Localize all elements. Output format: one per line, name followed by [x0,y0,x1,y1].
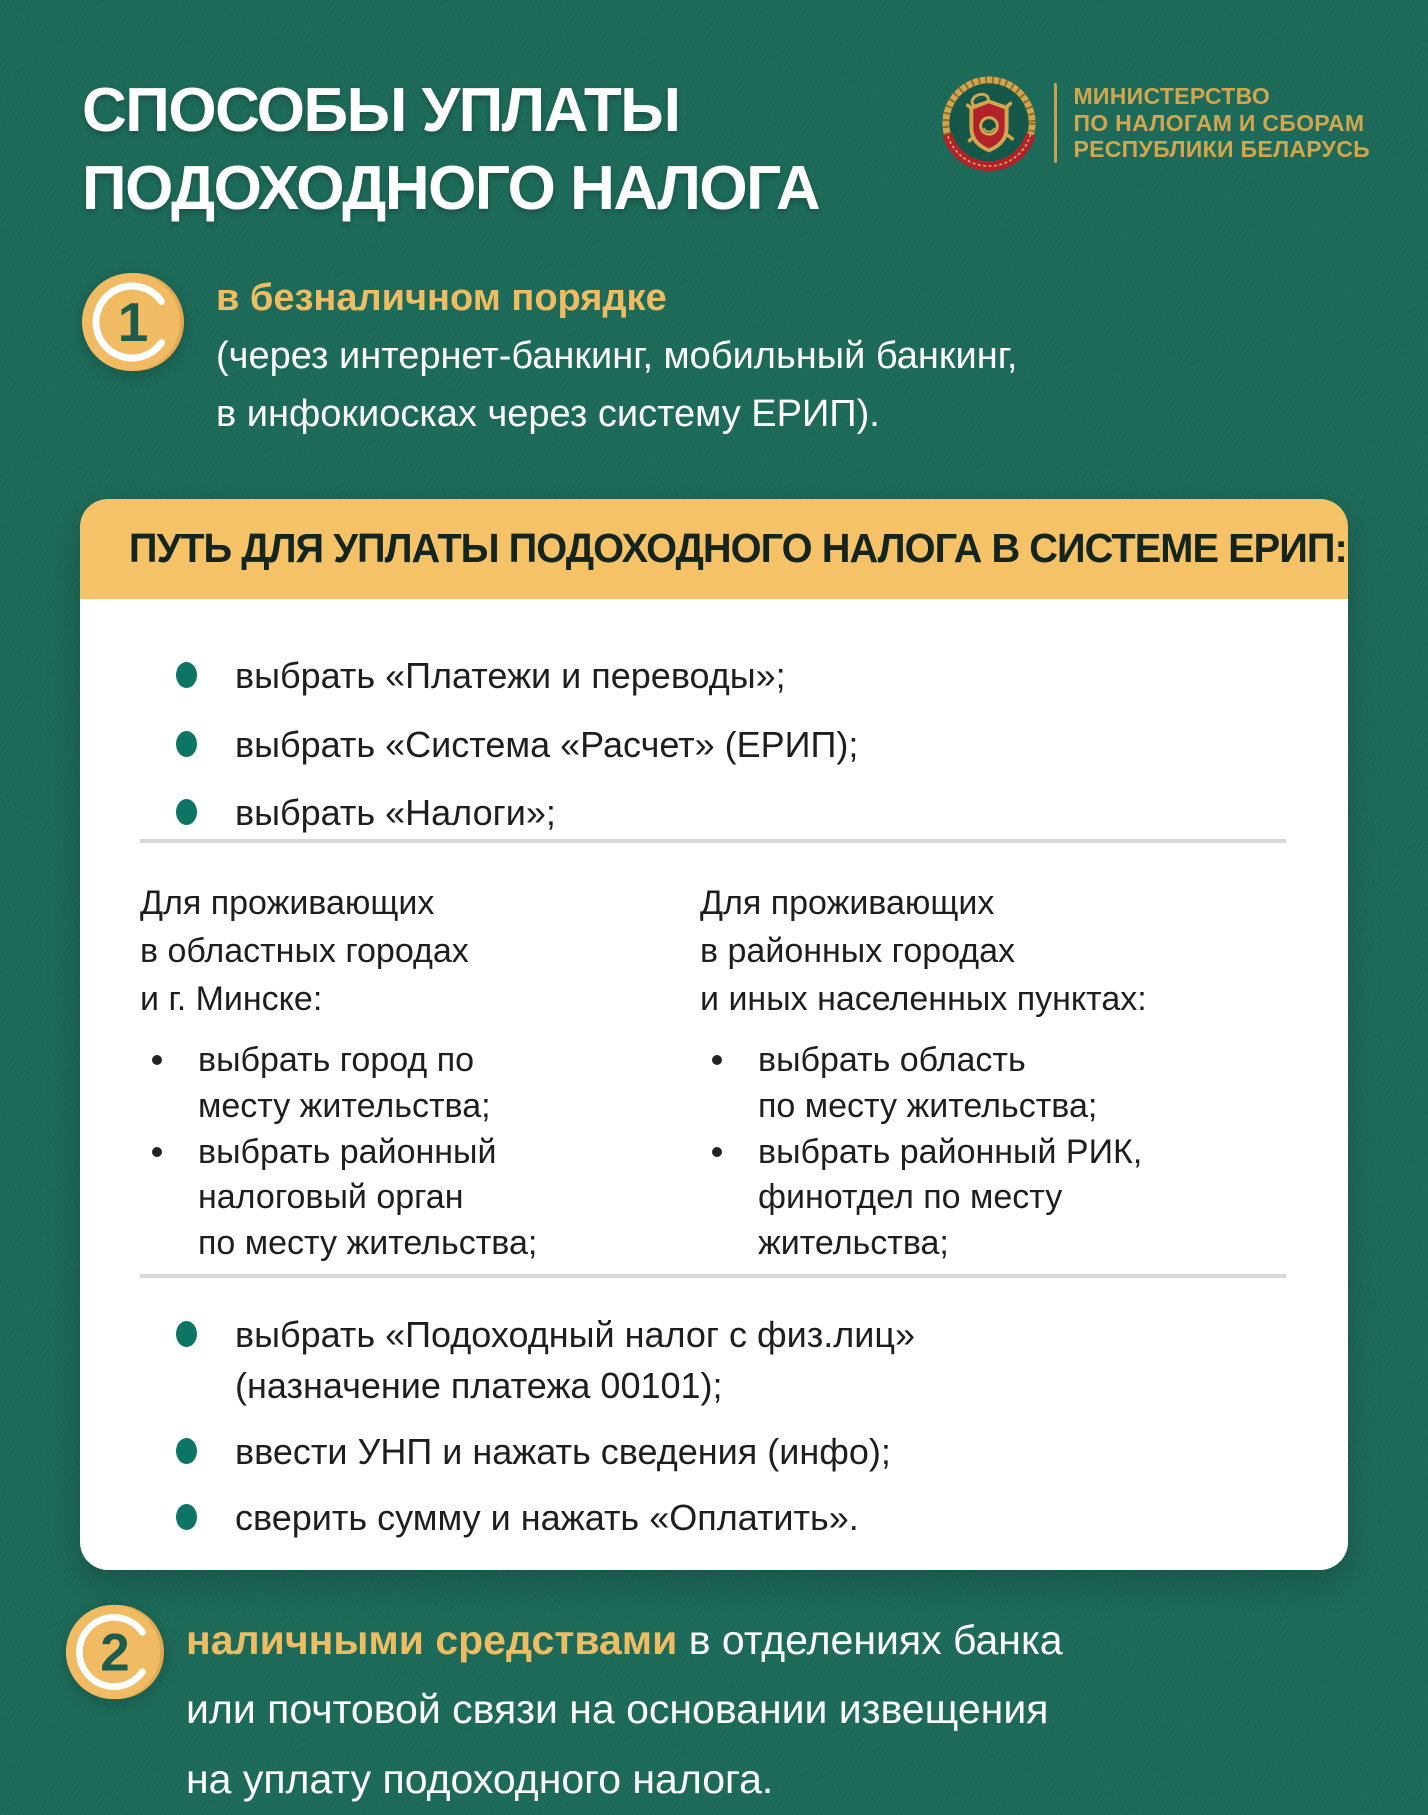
method-1-cashless [0,270,1428,443]
sub-item-text [758,1130,1142,1267]
step-item [176,788,1308,838]
step-line: выбрать «Подоходный налог с физ.лиц» [235,1314,916,1356]
erip-steps-top [140,651,1308,838]
page-title-line-1: СПОСОБЫ УПЛАТЫ [82,76,680,145]
sub-item-text [758,1038,1097,1129]
method-1-line-1: (через интернет-банкинг, мобильный банкинг, [216,334,1018,377]
sub-item [700,1038,1308,1129]
bullet-dot-icon [176,1504,197,1530]
method-2-line-2: или почтовой связи на основании извещения [186,1686,1049,1733]
ministry-name [1073,83,1370,164]
bullet-dot-icon [176,662,197,688]
column-heading-line: и г. Минске: [140,980,323,1019]
method-2-rest: в отделениях банка [688,1616,1063,1663]
erip-card-body [80,599,1348,1569]
ministry-name-line-1: МИНИСТЕРСТВО [1073,82,1271,109]
column-items [700,1038,1308,1266]
erip-card-header [80,499,1348,599]
page-title [82,72,819,228]
sub-item-line: выбрать область [758,1041,1026,1080]
step-item [176,1493,1308,1543]
method-2-line-3: на уплату подоходного налога. [186,1756,774,1803]
column-heading-line: Для проживающих [140,883,435,922]
sub-item-line: налоговый орган [198,1178,464,1217]
method-1-text [216,270,1018,443]
bullet-dot-icon [176,799,197,825]
step-line: (назначение платежа 00101); [235,1364,723,1406]
method-2-number: 2 [100,1623,130,1683]
step-item [176,720,1308,770]
sub-bullet-dot-icon [152,1147,162,1157]
bullet-dot-icon [176,1321,197,1347]
divider [140,1274,1286,1278]
sub-item-line: жительства; [758,1223,949,1262]
step-item [176,1310,1308,1411]
brand-divider [1054,83,1057,163]
sub-bullet-dot-icon [712,1147,722,1157]
method-2-text [186,1606,1063,1815]
step-text [235,1310,915,1411]
sub-item-line: по месту жительства; [198,1223,538,1262]
method-2-cash [0,1602,1428,1815]
method-2-number-badge-icon [64,1602,164,1707]
column-heading-line: Для проживающих [700,883,995,922]
step-line: ввести УНП и нажать сведения (инфо); [235,1430,891,1472]
bullet-dot-icon [176,1438,197,1464]
column-oblast-cities [140,879,648,1267]
step-text: выбрать «Система «Расчет» (ЕРИП); [235,723,859,765]
sub-item-line: по месту жительства; [758,1086,1098,1125]
step-text [235,1493,859,1543]
ministry-brand [940,74,1370,172]
residence-columns [140,879,1308,1267]
column-heading-line: и иных населенных пунктах: [700,980,1147,1019]
sub-item [140,1038,648,1129]
step-line: сверить сумму и нажать «Оплатить». [235,1497,859,1539]
erip-card-header-text: ПУТЬ ДЛЯ УПЛАТЫ ПОДОХОДНОГО НАЛОГА В СИСТЕМЕ ЕРИП: [128,525,1347,572]
ministry-name-line-2: ПО НАЛОГАМ И СБОРАМ [1073,109,1365,136]
method-1-number-badge-icon [80,270,184,379]
column-raion-cities [700,879,1308,1267]
erip-card [80,499,1348,1569]
step-item [176,651,1308,701]
column-heading-line: в районных городах [700,931,1016,970]
step-text [235,1427,891,1477]
sub-bullet-dot-icon [712,1055,722,1065]
sub-item-line: месту жительства; [198,1086,491,1125]
sub-item [700,1130,1308,1267]
column-heading-line: в областных городах [140,931,469,970]
sub-item-text [198,1038,491,1129]
method-1-lead: в безналичном порядке [216,277,667,320]
header [0,0,1428,228]
divider [140,839,1286,843]
sub-bullet-dot-icon [152,1055,162,1065]
step-text: выбрать «Платежи и переводы»; [235,655,786,697]
page-title-line-2: ПОДОХОДНОГО НАЛОГА [82,154,820,224]
sub-item-line: выбрать районный РИК, [758,1132,1143,1171]
ministry-emblem-icon [940,74,1038,172]
bullet-dot-icon [176,731,197,757]
step-text: выбрать «Налоги»; [235,792,556,834]
erip-steps-bottom [140,1310,1308,1544]
sub-item [140,1130,648,1267]
column-heading [700,879,1308,1024]
column-items [140,1038,648,1266]
method-2-line-1 [186,1606,1063,1676]
column-heading [140,879,648,1024]
sub-item-line: финотдел по месту [758,1178,1063,1217]
sub-item-line: выбрать город по [198,1041,475,1080]
method-2-lead: наличными средствами [186,1616,678,1663]
sub-item-line: выбрать районный [198,1132,497,1171]
sub-item-text [198,1130,537,1267]
method-1-line-2: в инфокиосках через систему ЕРИП). [216,392,880,435]
ministry-name-line-3: РЕСПУБЛИКИ БЕЛАРУСЬ [1073,136,1370,163]
method-1-number: 1 [117,291,149,354]
step-item [176,1427,1308,1477]
